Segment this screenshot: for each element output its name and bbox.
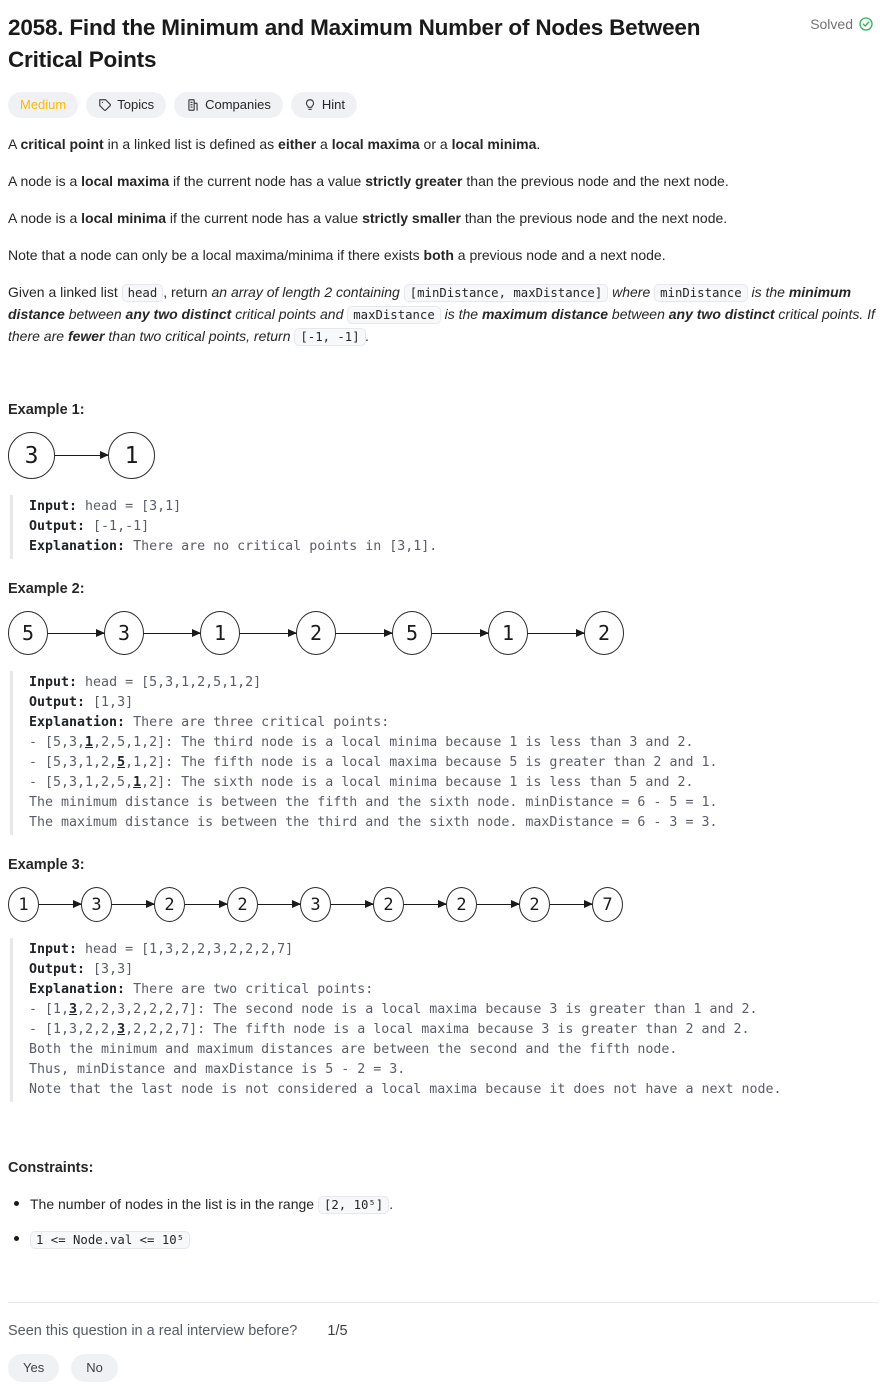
list-node: 2 (373, 887, 404, 922)
list-node: 3 (8, 432, 55, 479)
difficulty-badge[interactable]: Medium (8, 92, 78, 118)
arrow-icon (336, 633, 392, 634)
example-io-line: - [1,3,2,2,3,2,2,2,7]: The second node is a local maxima because 3 is greater than 1 and 2. (29, 1002, 758, 1017)
example-2 (8, 581, 878, 835)
list-node: 2 (227, 887, 258, 922)
linked-list-diagram-3 (8, 887, 878, 922)
arrow-icon (528, 633, 584, 634)
example-io-line: Thus, minDistance and maxDistance is 5 - 2 = 3. (29, 1062, 406, 1077)
yes-button[interactable]: Yes (8, 1354, 59, 1382)
example-2-heading: Example 2: (8, 581, 85, 597)
example-io-line: - [5,3,1,2,5,1,2]: The fifth node is a local maxima because 5 is greater than 2 and 1. (29, 755, 718, 770)
description-paragraph: Note that a node can only be a local maxima/minima if there exists both a previous node and a next node. (8, 247, 666, 263)
constraints-list (8, 1194, 878, 1250)
constraints-heading: Constraints: (8, 1160, 94, 1176)
arrow-icon (477, 904, 519, 905)
lightbulb-icon (303, 98, 317, 112)
constraint-item: The number of nodes in the list is in the range [2, 10⁵] . (8, 1194, 878, 1215)
page-title: 2058. Find the Minimum and Maximum Number of Nodes Between Critical Points (8, 15, 701, 72)
arrow-icon (240, 633, 296, 634)
description-paragraph: Given a linked list head , return an array of length 2 containing [minDistance, maxDistance] where minDistance is the minimum distance between any two distinct critical points and maxDistance is the maximum distance between any two distinct critical points. If there are fewer than two critical points, return [-1, -1] . (8, 284, 875, 344)
description-paragraph: A critical point in a linked list is defined as either a local maxima or a local minima. (8, 136, 541, 152)
arrow-icon (144, 633, 200, 634)
interview-survey (8, 1323, 878, 1339)
example-io-line: Output: [1,3] (29, 695, 134, 710)
companies-button[interactable] (174, 92, 283, 118)
example-1-io (10, 495, 878, 559)
check-circle-icon (858, 16, 874, 32)
list-node: 2 (296, 611, 336, 655)
list-node: 1 (8, 887, 39, 922)
list-node: 1 (488, 611, 528, 655)
badge-row (8, 92, 878, 118)
solved-status-badge (810, 16, 874, 32)
arrow-icon (432, 633, 488, 634)
arrow-icon (258, 904, 300, 905)
hint-button[interactable] (291, 92, 357, 118)
list-node: 2 (154, 887, 185, 922)
list-node: 3 (81, 887, 112, 922)
example-3 (8, 857, 878, 1102)
example-io-line: - [5,3,1,2,5,1,2]: The sixth node is a local minima because 1 is less than 5 and 2. (29, 775, 694, 790)
example-io-line: Note that the last node is not considered a local maxima because it does not have a next node. (29, 1082, 782, 1097)
example-3-heading: Example 3: (8, 857, 85, 873)
tag-icon (98, 98, 112, 112)
arrow-icon (550, 904, 592, 905)
arrow-icon (185, 904, 227, 905)
example-io-line: Explanation: There are no critical points in [3,1]. (29, 539, 438, 554)
arrow-icon (55, 455, 108, 456)
list-node: 3 (300, 887, 331, 922)
problem-header (8, 12, 878, 76)
example-io-line: Output: [3,3] (29, 962, 134, 977)
example-io-line: - [1,3,2,2,3,2,2,2,7]: The fifth node is a local maxima because 3 is greater than 2 and 2. (29, 1022, 750, 1037)
hint-label: Hint (321, 97, 345, 112)
topics-label: Topics (117, 97, 155, 112)
example-2-io (10, 671, 878, 835)
example-io-line: Explanation: There are three critical points: (29, 715, 390, 730)
survey-counter: 1/5 (327, 1323, 348, 1339)
description-paragraph: A node is a local minima if the current node has a value strictly smaller than the previous node and the next node. (8, 210, 728, 226)
list-node: 7 (592, 887, 623, 922)
example-1-heading: Example 1: (8, 402, 85, 418)
example-3-io (10, 938, 878, 1102)
list-node: 3 (104, 611, 144, 655)
example-io-line: The maximum distance is between the third and the sixth node. maxDistance = 6 - 3 = 3. (29, 815, 718, 830)
example-io-line: Input: head = [1,3,2,2,3,2,2,2,7] (29, 942, 294, 957)
constraint-item: 1 <= Node.val <= 10⁵ (8, 1229, 878, 1250)
example-io-line: Output: [-1,-1] (29, 519, 150, 534)
list-node: 5 (392, 611, 432, 655)
survey-question: Seen this question in a real interview before? (8, 1323, 298, 1339)
no-button[interactable]: No (71, 1354, 118, 1382)
linked-list-diagram-1 (8, 432, 878, 479)
solved-label: Solved (810, 16, 853, 32)
arrow-icon (404, 904, 446, 905)
list-node: 5 (8, 611, 48, 655)
topics-button[interactable] (86, 92, 166, 118)
footer-divider (8, 1302, 878, 1303)
example-io-line: Input: head = [5,3,1,2,5,1,2] (29, 675, 262, 690)
list-node: 1 (200, 611, 240, 655)
example-io-line: Explanation: There are two critical points: (29, 982, 374, 997)
linked-list-diagram-2 (8, 611, 878, 655)
example-1 (8, 402, 878, 559)
arrow-icon (39, 904, 81, 905)
arrow-icon (48, 633, 104, 634)
list-node: 2 (519, 887, 550, 922)
list-node: 1 (108, 432, 155, 479)
arrow-icon (112, 904, 154, 905)
example-io-line: - [5,3,1,2,5,1,2]: The third node is a local minima because 1 is less than 3 and 2. (29, 735, 694, 750)
description-paragraph: A node is a local maxima if the current node has a value strictly greater than the previous node and the next node. (8, 173, 729, 189)
list-node: 2 (446, 887, 477, 922)
survey-buttons (8, 1354, 878, 1382)
list-node: 2 (584, 611, 624, 655)
building-icon (186, 98, 200, 112)
arrow-icon (331, 904, 373, 905)
example-io-line: Both the minimum and maximum distances are between the second and the fifth node. (29, 1042, 678, 1057)
problem-description (8, 134, 878, 348)
companies-label: Companies (205, 97, 271, 112)
example-io-line: Input: head = [3,1] (29, 499, 182, 514)
example-io-line: The minimum distance is between the fifth and the sixth node. minDistance = 6 - 5 = 1. (29, 795, 718, 810)
